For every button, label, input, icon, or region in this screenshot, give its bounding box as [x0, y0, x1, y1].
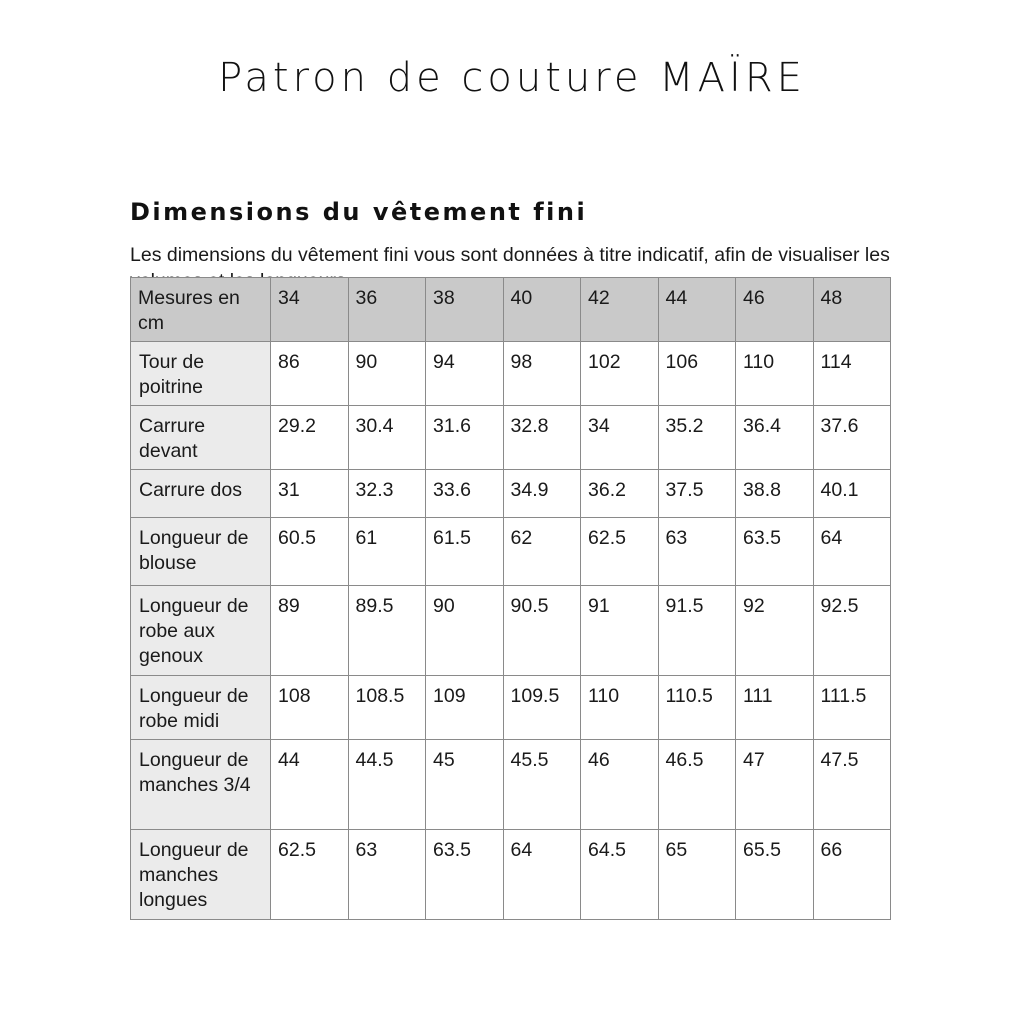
table-cell: 108 [271, 676, 349, 740]
table-cell: 46.5 [658, 740, 736, 830]
table-row [131, 470, 891, 518]
table-cell: 64 [813, 518, 891, 586]
table-cell: 31 [271, 470, 349, 518]
table-cell: 98 [503, 342, 581, 406]
table-cell: 92 [736, 586, 814, 676]
table-cell: 65.5 [736, 830, 814, 920]
row-label: Carrure dos [131, 470, 271, 518]
row-label: Longueur de robe aux genoux [131, 586, 271, 676]
table-row [131, 586, 891, 676]
table-cell: 61 [348, 518, 426, 586]
table-cell: 44 [271, 740, 349, 830]
intro-paragraph: Les dimensions du vêtement fini vous sont données à titre indicatif, afin de visualiser les [130, 243, 890, 266]
size-table [130, 277, 891, 920]
table-cell: 34 [581, 406, 659, 470]
table-cell: 108.5 [348, 676, 426, 740]
table-cell: 63.5 [736, 518, 814, 586]
table-cell: 64.5 [581, 830, 659, 920]
table-cell: 109 [426, 676, 504, 740]
table-header-row [131, 278, 891, 342]
page-title: Patron de couture MAÏRE [218, 54, 806, 101]
table-cell: 111 [736, 676, 814, 740]
table-cell: 66 [813, 830, 891, 920]
row-label: Longueur de manches longues [131, 830, 271, 920]
table-cell: 30.4 [348, 406, 426, 470]
table-cell: 62.5 [581, 518, 659, 586]
table-cell: 91 [581, 586, 659, 676]
table-cell: 40.1 [813, 470, 891, 518]
size-header: 36 [348, 278, 426, 342]
table-row [131, 406, 891, 470]
corner-label: Mesures en cm [131, 278, 271, 342]
table-cell: 111.5 [813, 676, 891, 740]
row-label: Longueur de blouse [131, 518, 271, 586]
table-cell: 65 [658, 830, 736, 920]
table-cell: 44.5 [348, 740, 426, 830]
section-heading: Dimensions du vêtement fini [130, 197, 588, 226]
table-cell: 91.5 [658, 586, 736, 676]
table-cell: 90 [426, 586, 504, 676]
table-cell: 36.4 [736, 406, 814, 470]
table-row [131, 342, 891, 406]
row-label: Longueur de robe midi [131, 676, 271, 740]
size-header: 46 [736, 278, 814, 342]
table-cell: 90.5 [503, 586, 581, 676]
size-header: 48 [813, 278, 891, 342]
table-row [131, 740, 891, 830]
table-row [131, 676, 891, 740]
table-cell: 110 [736, 342, 814, 406]
table-cell: 46 [581, 740, 659, 830]
table-cell: 89 [271, 586, 349, 676]
table-cell: 60.5 [271, 518, 349, 586]
size-header: 38 [426, 278, 504, 342]
table-cell: 90 [348, 342, 426, 406]
table-cell: 35.2 [658, 406, 736, 470]
table-cell: 102 [581, 342, 659, 406]
table-cell: 47.5 [813, 740, 891, 830]
table-cell: 61.5 [426, 518, 504, 586]
table-cell: 33.6 [426, 470, 504, 518]
table-cell: 37.5 [658, 470, 736, 518]
table-cell: 62.5 [271, 830, 349, 920]
size-header: 34 [271, 278, 349, 342]
table-cell: 110.5 [658, 676, 736, 740]
table-cell: 106 [658, 342, 736, 406]
table-cell: 31.6 [426, 406, 504, 470]
table-cell: 38.8 [736, 470, 814, 518]
table-cell: 86 [271, 342, 349, 406]
table-cell: 64 [503, 830, 581, 920]
table-cell: 109.5 [503, 676, 581, 740]
table-cell: 36.2 [581, 470, 659, 518]
table-cell: 47 [736, 740, 814, 830]
table-row [131, 830, 891, 920]
table-row [131, 518, 891, 586]
table-cell: 45 [426, 740, 504, 830]
table-cell: 89.5 [348, 586, 426, 676]
row-label: Longueur de manches 3/4 [131, 740, 271, 830]
table-cell: 32.8 [503, 406, 581, 470]
size-header: 40 [503, 278, 581, 342]
table-cell: 114 [813, 342, 891, 406]
table-cell: 29.2 [271, 406, 349, 470]
table-cell: 63 [348, 830, 426, 920]
table-cell: 45.5 [503, 740, 581, 830]
row-label: Tour de poitrine [131, 342, 271, 406]
table-cell: 32.3 [348, 470, 426, 518]
table-cell: 37.6 [813, 406, 891, 470]
table-cell: 63 [658, 518, 736, 586]
row-label: Carrure devant [131, 406, 271, 470]
size-header: 42 [581, 278, 659, 342]
table-cell: 110 [581, 676, 659, 740]
table-cell: 94 [426, 342, 504, 406]
table-cell: 62 [503, 518, 581, 586]
table-cell: 63.5 [426, 830, 504, 920]
table-cell: 92.5 [813, 586, 891, 676]
table-cell: 34.9 [503, 470, 581, 518]
size-header: 44 [658, 278, 736, 342]
